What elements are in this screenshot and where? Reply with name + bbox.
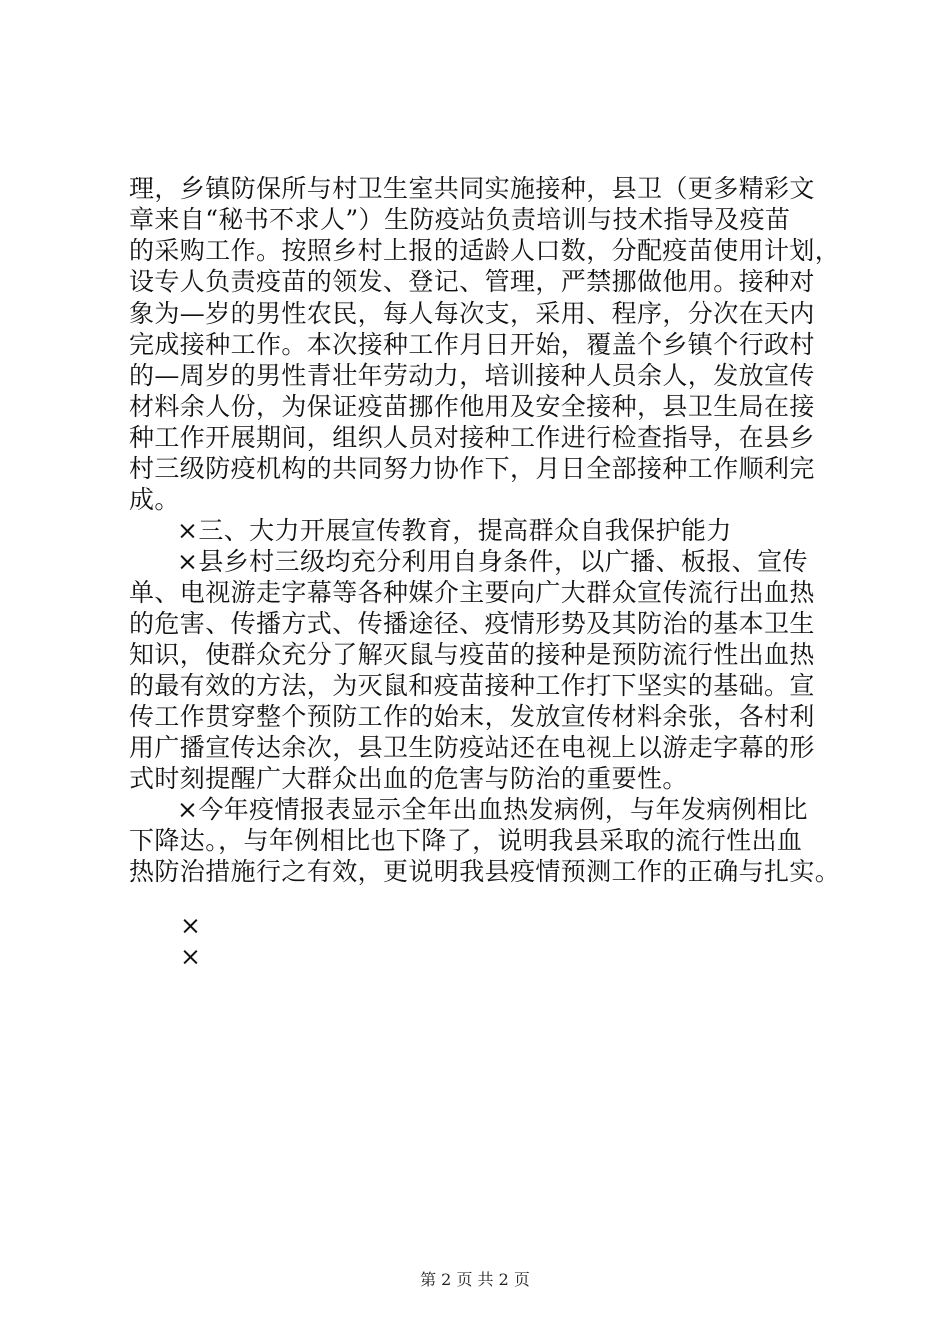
section-heading: ×三、大力开展宣传教育，提高群众自我保护能力 — [177, 516, 732, 545]
text-line: 材料余人份，为保证疫苗挪作他用及安全接种，县卫生局在接 — [129, 392, 815, 421]
text-line: 的采购工作。按照乡村上报的适龄人口数，分配疫苗使用计划， — [129, 236, 841, 265]
text-line: 知识，使群众充分了解灭鼠与疫苗的接种是预防流行性出血热 — [129, 640, 815, 669]
text-line: 象为—岁的男性农民，每人每次支，采用、程序，分次在天内 — [129, 299, 815, 328]
text-line: 设专人负责疫苗的领发、登记、管理，严禁挪做他用。接种对 — [129, 267, 815, 296]
text-line: 单、电视游走字幕等各种媒介主要向广大群众宣传流行出血热 — [129, 578, 815, 607]
text-line: 村三级防疫机构的共同努力协作下，月日全部接种工作顺利完 — [129, 454, 815, 483]
text-line: ×县乡村三级均充分利用自身条件，以广播、板报、宣传 — [177, 547, 808, 576]
page-number-footer: 第 2 页 共 2 页 — [420, 1270, 530, 1289]
text-line: 传工作贯穿整个预防工作的始末，发放宣传材料余张，各村利 — [129, 702, 815, 731]
text-line: 理，乡镇防保所与村卫生室共同实施接种，县卫（更多精彩文 — [129, 174, 815, 203]
text-line: 成。 — [129, 485, 180, 514]
cross-mark: × — [180, 942, 201, 971]
text-line: 下降达。，与年例相比也下降了，说明我县采取的流行性出血 — [129, 826, 803, 855]
text-line: ×今年疫情报表显示全年出血热发病例，与年发病例相比 — [177, 795, 808, 824]
text-line: 的—周岁的男性青壮年劳动力，培训接种人员余人，发放宣传 — [129, 361, 815, 390]
text-line: 完成接种工作。本次接种工作月日开始，覆盖个乡镇个行政村 — [129, 330, 815, 359]
text-line: 种工作开展期间，组织人员对接种工作进行检查指导，在县乡 — [129, 423, 815, 452]
text-line: 用广播宣传达余次，县卫生防疫站还在电视上以游走字幕的形 — [129, 733, 815, 762]
text-line: 章来自“秘书不求人”）生防疫站负责培训与技术指导及疫苗 — [129, 205, 791, 234]
text-line: 的危害、传播方式、传播途径、疫情形势及其防治的基本卫生 — [129, 609, 815, 638]
cross-mark: × — [180, 911, 201, 940]
text-line: 的最有效的方法，为灭鼠和疫苗接种工作打下坚实的基础。宣 — [129, 671, 815, 700]
text-line: 热防治措施行之有效，更说明我县疫情预测工作的正确与扎实。 — [129, 857, 841, 886]
text-line: 式时刻提醒广大群众出血的危害与防治的重要性。 — [129, 764, 688, 793]
